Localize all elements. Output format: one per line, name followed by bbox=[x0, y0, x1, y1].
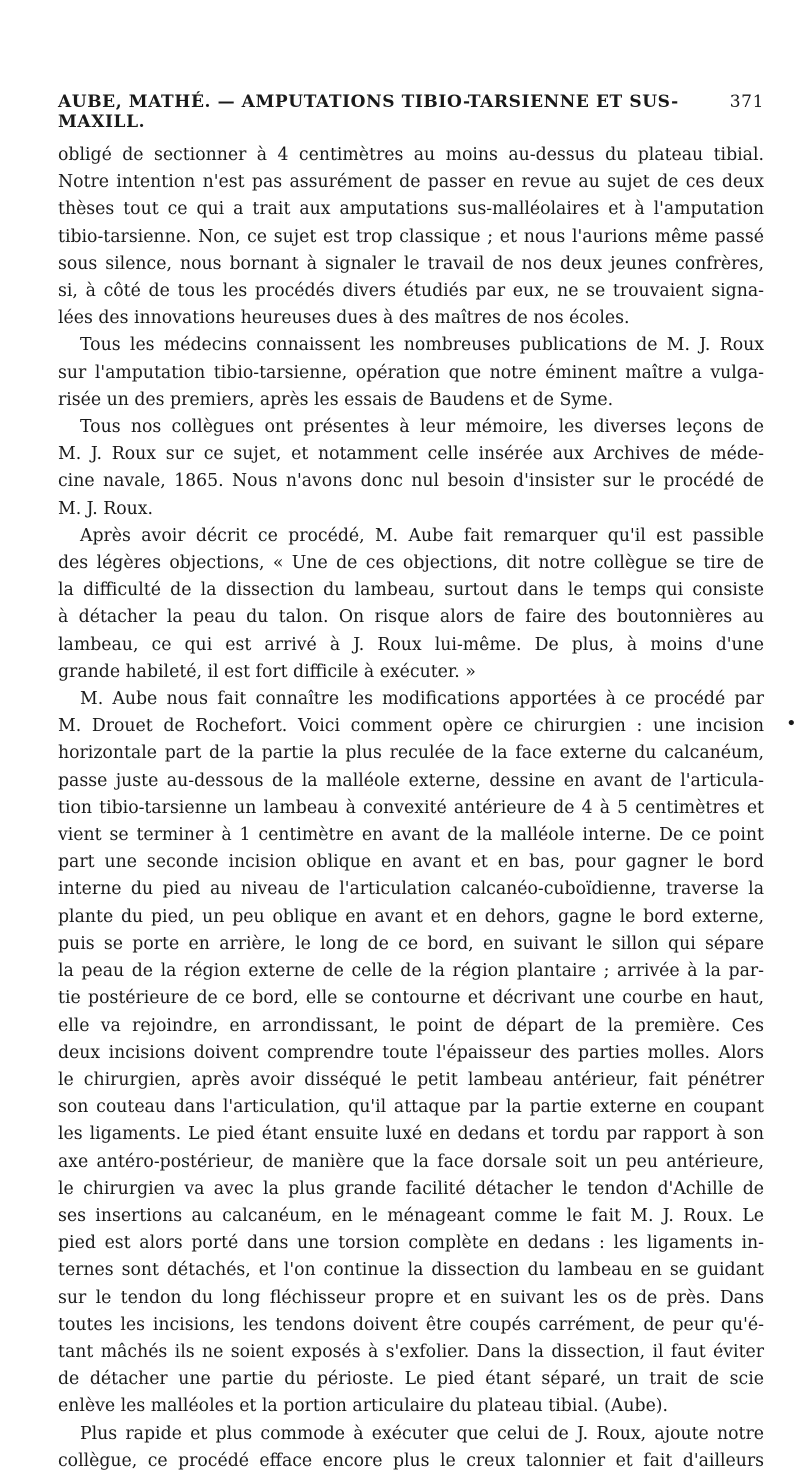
text-line: collègue, ce procédé efface encore plus le creux talonnier et fait d'ailleurs bbox=[58, 1450, 764, 1471]
text-line: enlève les malléoles et la portion articulaire du plateau tibial. (Aube). bbox=[58, 1396, 669, 1417]
text-line: son couteau dans l'articulation, qu'il attaque par la partie externe en coupant bbox=[58, 1097, 764, 1118]
text-line: horizontale part de la partie la plus reculée de la face externe du calcanéum, bbox=[58, 743, 764, 764]
text-line: Tous les médecins connaissent les nombreuses publications de M. J. Roux bbox=[80, 335, 764, 356]
text-line: vient se terminer à 1 centimètre en avant de la malléole interne. De ce point bbox=[58, 825, 764, 846]
page-number: 371 bbox=[729, 92, 764, 112]
text-line: passe juste au-dessous de la malléole externe, dessine en avant de l'articula- bbox=[58, 770, 764, 791]
text-line: ternes sont détachés, et l'on continue la dissection du lambeau en se guidant bbox=[58, 1260, 764, 1281]
text-line: sous silence, nous bornant à signaler le travail de nos deux jeunes confrères, bbox=[58, 253, 764, 274]
text-line: thèses tout ce qui a trait aux amputations sus-malléolaires et à l'amputation bbox=[58, 199, 764, 220]
text-line: Tous nos collègues ont présentes à leur mémoire, les diverses leçons de bbox=[80, 417, 764, 438]
text-line: grande habileté, il est fort difficile à exécuter. » bbox=[58, 661, 476, 682]
text-line: Plus rapide et plus commode à exécuter que celui de J. Roux, ajoute notre bbox=[80, 1423, 764, 1444]
text-line: axe antéro-postérieur, de manière que la face dorsale soit un peu antérieure, bbox=[58, 1151, 764, 1172]
text-line: la difficulté de la dissection du lambeau, surtout dans le temps qui consiste bbox=[58, 580, 764, 601]
text-line: tibio-tarsienne. Non, ce sujet est trop classique ; et nous l'aurions même passé bbox=[58, 226, 764, 247]
text-line: sur l'amputation tibio-tarsienne, opération que notre éminent maître a vulga- bbox=[58, 362, 764, 383]
text-line: cine navale, 1865. Nous n'avons donc nul besoin d'insister sur le procédé de bbox=[58, 471, 764, 492]
text-line: M. J. Roux. bbox=[58, 498, 154, 519]
text-line: lées des innovations heureuses dues à des maîtres de nos écoles. bbox=[58, 308, 630, 329]
text-line: pied est alors porté dans une torsion complète en dedans : les ligaments in- bbox=[58, 1233, 764, 1254]
text-line: Notre intention n'est pas assurément de passer en revue au sujet de ces deux bbox=[58, 172, 764, 193]
text-line: M. J. Roux sur ce sujet, et notamment celle insérée aux Archives de méde- bbox=[58, 444, 764, 465]
text-line: lambeau, ce qui est arrivé à J. Roux lui-même. De plus, à moins d'une bbox=[58, 634, 764, 655]
running-title: AUBE, MATHÉ. — AMPUTATIONS TIBIO-TARSIENNE ET SUS-MAXILL. bbox=[58, 92, 679, 132]
running-header bbox=[58, 92, 764, 132]
text-line: les ligaments. Le pied étant ensuite luxé en dedans et tordu par rapport à son bbox=[58, 1124, 764, 1145]
text-line: obligé de sectionner à 4 centimètres au moins au-dessus du plateau tibial. bbox=[58, 145, 764, 165]
text-line: Après avoir décrit ce procédé, M. Aube fait remarquer qu'il est passible bbox=[80, 525, 764, 546]
text-line: part une seconde incision oblique en avant et en bas, pour gagner le bord bbox=[58, 852, 764, 873]
text-line: si, à côté de tous les procédés divers étudiés par eux, ne se trouvaient signa- bbox=[58, 281, 764, 302]
margin-mark: • bbox=[786, 713, 797, 734]
text-line: puis se porte en arrière, le long de ce bord, en suivant le sillon qui sépare bbox=[58, 933, 764, 954]
text-line: M. Drouet de Rochefort. Voici comment opère ce chirurgien : une incision bbox=[58, 716, 764, 737]
text-line: interne du pied au niveau de l'articulation calcanéo-cuboïdienne, traverse la bbox=[58, 879, 764, 900]
text-line: tie postérieure de ce bord, elle se contourne et décrivant une courbe en haut, bbox=[58, 988, 764, 1009]
text-line: des légères objections, « Une de ces objections, dit notre collègue se tire de bbox=[58, 553, 764, 574]
text-line: deux incisions doivent comprendre toute l'épaisseur des parties molles. Alors bbox=[58, 1042, 764, 1063]
text-line: à détacher la peau du talon. On risque alors de faire des boutonnières au bbox=[58, 607, 764, 628]
text-line: le chirurgien, après avoir disséqué le petit lambeau antérieur, fait pénétrer bbox=[58, 1069, 764, 1090]
text-line: M. Aube nous fait connaître les modifications apportées à ce procédé par bbox=[80, 689, 764, 710]
text-line: ses insertions au calcanéum, en le ménageant comme le fait M. J. Roux. Le bbox=[58, 1205, 764, 1226]
text-line: la peau de la région externe de celle de la région plantaire ; arrivée à la par- bbox=[58, 961, 764, 982]
text-line: elle va rejoindre, en arrondissant, le point de départ de la première. Ces bbox=[58, 1015, 764, 1036]
text-line: de détacher une partie du périoste. Le pied étant séparé, un trait de scie bbox=[58, 1369, 764, 1390]
text-line: risée un des premiers, après les essais de Baudens et de Syme. bbox=[58, 389, 614, 410]
text-line: sur le tendon du long fléchisseur propre et en suivant les os de près. Dans bbox=[58, 1287, 764, 1308]
text-line: plante du pied, un peu oblique en avant et en dehors, gagne le bord externe, bbox=[58, 906, 764, 927]
text-line: toutes les incisions, les tendons doivent être coupés carrément, de peur qu'é- bbox=[58, 1314, 764, 1335]
text-line: tant mâchés ils ne soient exposés à s'exfolier. Dans la dissection, il faut éviter bbox=[58, 1341, 764, 1362]
body-text bbox=[58, 142, 764, 1475]
text-line: tion tibio-tarsienne un lambeau à convexité antérieure de 4 à 5 centimètres et bbox=[58, 797, 764, 818]
text-line: le chirurgien va avec la plus grande facilité détacher le tendon d'Achille de bbox=[58, 1178, 764, 1199]
